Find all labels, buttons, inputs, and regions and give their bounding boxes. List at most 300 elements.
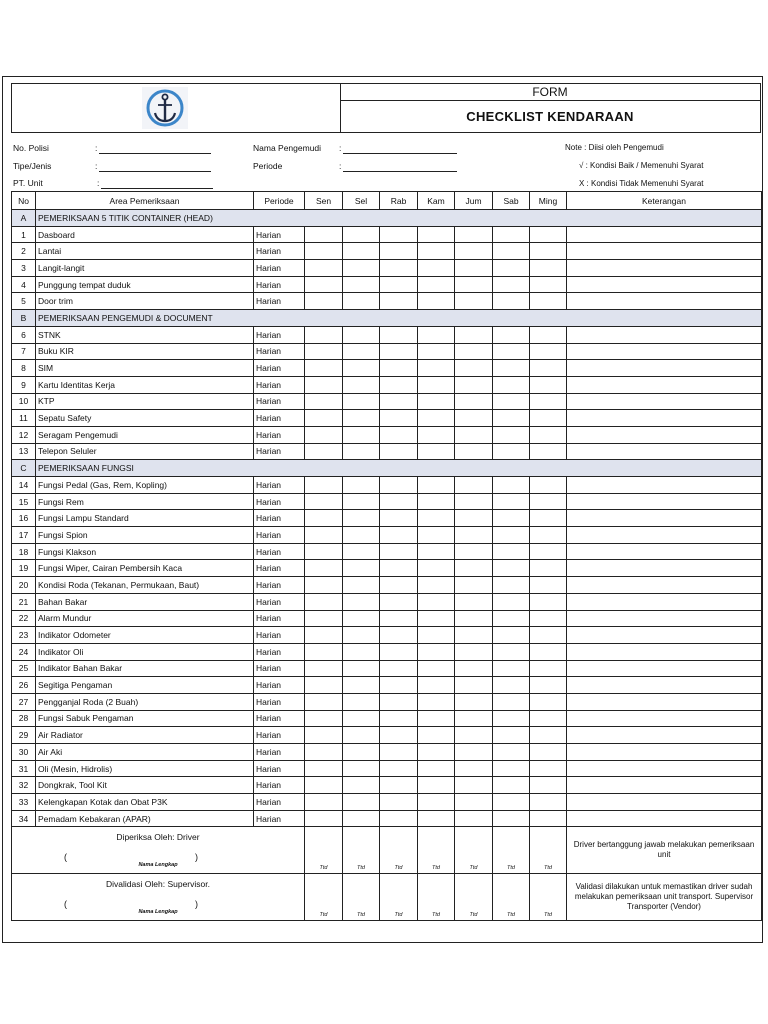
check-cell-kam[interactable] bbox=[418, 660, 455, 677]
check-cell-jum[interactable] bbox=[455, 260, 493, 277]
check-cell-sel[interactable] bbox=[343, 410, 380, 427]
check-cell-jum[interactable] bbox=[455, 477, 493, 494]
check-cell-sab[interactable] bbox=[493, 593, 530, 610]
check-cell-jum[interactable] bbox=[455, 510, 493, 527]
check-cell-kam[interactable] bbox=[418, 643, 455, 660]
check-cell-sab[interactable] bbox=[493, 727, 530, 744]
section-header-row bbox=[12, 310, 762, 327]
check-cell-sab[interactable] bbox=[493, 443, 530, 460]
keterangan-cell[interactable] bbox=[567, 810, 762, 827]
check-cell-sen[interactable] bbox=[305, 443, 343, 460]
keterangan-cell[interactable] bbox=[567, 693, 762, 710]
check-cell-rab[interactable] bbox=[380, 443, 418, 460]
check-cell-sen[interactable] bbox=[305, 593, 343, 610]
check-cell-sen[interactable] bbox=[305, 410, 343, 427]
check-cell-ming[interactable] bbox=[530, 260, 567, 277]
check-cell-sab[interactable] bbox=[493, 677, 530, 694]
supervisor-sign-cell[interactable] bbox=[12, 874, 305, 921]
check-cell-rab[interactable] bbox=[380, 660, 418, 677]
check-cell-jum[interactable] bbox=[455, 326, 493, 343]
check-cell-jum[interactable] bbox=[455, 794, 493, 811]
check-cell-jum[interactable] bbox=[455, 810, 493, 827]
check-cell-sen[interactable] bbox=[305, 477, 343, 494]
check-cell-kam[interactable] bbox=[418, 493, 455, 510]
check-cell-jum[interactable] bbox=[455, 360, 493, 377]
check-cell-sab[interactable] bbox=[493, 577, 530, 594]
ttd-cell[interactable]: Ttd bbox=[455, 874, 493, 921]
ttd-cell[interactable]: Ttd bbox=[343, 827, 380, 874]
check-cell-sel[interactable] bbox=[343, 260, 380, 277]
no-polisi-field[interactable] bbox=[99, 144, 211, 154]
check-cell-sen[interactable] bbox=[305, 343, 343, 360]
check-cell-kam[interactable] bbox=[418, 710, 455, 727]
check-cell-ming[interactable] bbox=[530, 226, 567, 243]
check-cell-sab[interactable] bbox=[493, 326, 530, 343]
keterangan-cell[interactable] bbox=[567, 276, 762, 293]
check-cell-sel[interactable] bbox=[343, 710, 380, 727]
check-cell-sen[interactable] bbox=[305, 777, 343, 794]
check-cell-rab[interactable] bbox=[380, 510, 418, 527]
check-cell-jum[interactable] bbox=[455, 343, 493, 360]
check-cell-sel[interactable] bbox=[343, 643, 380, 660]
check-cell-rab[interactable] bbox=[380, 426, 418, 443]
check-cell-ming[interactable] bbox=[530, 744, 567, 761]
ttd-cell[interactable]: Ttd bbox=[493, 827, 530, 874]
check-cell-sen[interactable] bbox=[305, 243, 343, 260]
check-cell-ming[interactable] bbox=[530, 777, 567, 794]
check-cell-sel[interactable] bbox=[343, 693, 380, 710]
keterangan-cell[interactable] bbox=[567, 677, 762, 694]
ttd-cell[interactable]: Ttd bbox=[418, 827, 455, 874]
check-cell-rab[interactable] bbox=[380, 493, 418, 510]
check-cell-rab[interactable] bbox=[380, 543, 418, 560]
check-cell-sel[interactable] bbox=[343, 627, 380, 644]
check-cell-rab[interactable] bbox=[380, 226, 418, 243]
check-cell-ming[interactable] bbox=[530, 660, 567, 677]
check-cell-rab[interactable] bbox=[380, 276, 418, 293]
keterangan-cell[interactable] bbox=[567, 477, 762, 494]
check-cell-sen[interactable] bbox=[305, 260, 343, 277]
check-cell-ming[interactable] bbox=[530, 493, 567, 510]
check-cell-kam[interactable] bbox=[418, 510, 455, 527]
check-cell-kam[interactable] bbox=[418, 326, 455, 343]
check-cell-kam[interactable] bbox=[418, 593, 455, 610]
ttd-cell[interactable]: Ttd bbox=[530, 874, 567, 921]
ttd-cell[interactable]: Ttd bbox=[380, 827, 418, 874]
check-cell-sab[interactable] bbox=[493, 493, 530, 510]
check-cell-sel[interactable] bbox=[343, 543, 380, 560]
item-periode: Harian bbox=[254, 777, 305, 794]
check-cell-rab[interactable] bbox=[380, 710, 418, 727]
item-area: Kartu Identitas Kerja bbox=[36, 376, 254, 393]
check-cell-sen[interactable] bbox=[305, 226, 343, 243]
check-cell-sen[interactable] bbox=[305, 610, 343, 627]
check-cell-kam[interactable] bbox=[418, 410, 455, 427]
ttd-cell[interactable]: Ttd bbox=[305, 874, 343, 921]
keterangan-cell[interactable] bbox=[567, 226, 762, 243]
keterangan-cell[interactable] bbox=[567, 376, 762, 393]
check-cell-jum[interactable] bbox=[455, 693, 493, 710]
check-cell-kam[interactable] bbox=[418, 376, 455, 393]
check-cell-jum[interactable] bbox=[455, 744, 493, 761]
check-cell-rab[interactable] bbox=[380, 627, 418, 644]
check-cell-sel[interactable] bbox=[343, 810, 380, 827]
keterangan-cell[interactable] bbox=[567, 777, 762, 794]
keterangan-cell[interactable] bbox=[567, 443, 762, 460]
check-cell-kam[interactable] bbox=[418, 477, 455, 494]
check-cell-rab[interactable] bbox=[380, 577, 418, 594]
keterangan-cell[interactable] bbox=[567, 493, 762, 510]
check-cell-sab[interactable] bbox=[493, 376, 530, 393]
check-cell-sel[interactable] bbox=[343, 560, 380, 577]
check-cell-rab[interactable] bbox=[380, 243, 418, 260]
check-cell-jum[interactable] bbox=[455, 643, 493, 660]
check-cell-sel[interactable] bbox=[343, 443, 380, 460]
check-cell-sel[interactable] bbox=[343, 326, 380, 343]
check-cell-sel[interactable] bbox=[343, 426, 380, 443]
ttd-cell[interactable]: Ttd bbox=[380, 874, 418, 921]
check-cell-ming[interactable] bbox=[530, 677, 567, 694]
periode-field[interactable] bbox=[343, 162, 457, 172]
check-cell-sen[interactable] bbox=[305, 760, 343, 777]
check-cell-rab[interactable] bbox=[380, 410, 418, 427]
check-cell-kam[interactable] bbox=[418, 260, 455, 277]
check-cell-ming[interactable] bbox=[530, 760, 567, 777]
check-cell-rab[interactable] bbox=[380, 560, 418, 577]
check-cell-kam[interactable] bbox=[418, 727, 455, 744]
keterangan-cell[interactable] bbox=[567, 577, 762, 594]
check-cell-sab[interactable] bbox=[493, 410, 530, 427]
keterangan-cell[interactable] bbox=[567, 744, 762, 761]
keterangan-cell[interactable] bbox=[567, 393, 762, 410]
check-cell-kam[interactable] bbox=[418, 693, 455, 710]
check-cell-rab[interactable] bbox=[380, 760, 418, 777]
keterangan-cell[interactable] bbox=[567, 426, 762, 443]
check-cell-kam[interactable] bbox=[418, 226, 455, 243]
check-cell-sab[interactable] bbox=[493, 293, 530, 310]
check-cell-kam[interactable] bbox=[418, 777, 455, 794]
check-cell-kam[interactable] bbox=[418, 627, 455, 644]
check-cell-sab[interactable] bbox=[493, 643, 530, 660]
check-cell-ming[interactable] bbox=[530, 376, 567, 393]
check-cell-ming[interactable] bbox=[530, 810, 567, 827]
check-cell-sen[interactable] bbox=[305, 794, 343, 811]
check-cell-kam[interactable] bbox=[418, 426, 455, 443]
keterangan-cell[interactable] bbox=[567, 610, 762, 627]
check-cell-jum[interactable] bbox=[455, 276, 493, 293]
check-cell-sab[interactable] bbox=[493, 560, 530, 577]
check-cell-sen[interactable] bbox=[305, 276, 343, 293]
check-cell-jum[interactable] bbox=[455, 243, 493, 260]
check-cell-kam[interactable] bbox=[418, 760, 455, 777]
check-cell-kam[interactable] bbox=[418, 343, 455, 360]
check-cell-sab[interactable] bbox=[493, 360, 530, 377]
check-cell-ming[interactable] bbox=[530, 343, 567, 360]
keterangan-cell[interactable] bbox=[567, 293, 762, 310]
check-cell-sel[interactable] bbox=[343, 593, 380, 610]
check-cell-jum[interactable] bbox=[455, 393, 493, 410]
check-cell-ming[interactable] bbox=[530, 243, 567, 260]
check-cell-sen[interactable] bbox=[305, 527, 343, 544]
check-cell-sab[interactable] bbox=[493, 510, 530, 527]
table-row bbox=[12, 693, 762, 710]
check-cell-sen[interactable] bbox=[305, 693, 343, 710]
check-cell-jum[interactable] bbox=[455, 543, 493, 560]
check-cell-sab[interactable] bbox=[493, 226, 530, 243]
check-cell-kam[interactable] bbox=[418, 610, 455, 627]
check-cell-ming[interactable] bbox=[530, 727, 567, 744]
check-cell-sel[interactable] bbox=[343, 293, 380, 310]
ttd-cell[interactable]: Ttd bbox=[343, 874, 380, 921]
check-cell-jum[interactable] bbox=[455, 610, 493, 627]
keterangan-cell[interactable] bbox=[567, 760, 762, 777]
check-cell-sel[interactable] bbox=[343, 577, 380, 594]
check-cell-kam[interactable] bbox=[418, 794, 455, 811]
check-cell-sab[interactable] bbox=[493, 794, 530, 811]
check-cell-jum[interactable] bbox=[455, 426, 493, 443]
check-cell-ming[interactable] bbox=[530, 276, 567, 293]
check-cell-jum[interactable] bbox=[455, 777, 493, 794]
keterangan-cell[interactable] bbox=[567, 343, 762, 360]
ttd-cell[interactable]: Ttd bbox=[418, 874, 455, 921]
check-cell-jum[interactable] bbox=[455, 293, 493, 310]
check-cell-ming[interactable] bbox=[530, 410, 567, 427]
check-cell-kam[interactable] bbox=[418, 677, 455, 694]
nama-pengemudi-field[interactable] bbox=[343, 144, 457, 154]
check-cell-rab[interactable] bbox=[380, 727, 418, 744]
check-cell-sab[interactable] bbox=[493, 393, 530, 410]
check-cell-kam[interactable] bbox=[418, 560, 455, 577]
check-cell-ming[interactable] bbox=[530, 560, 567, 577]
check-cell-sel[interactable] bbox=[343, 393, 380, 410]
check-cell-ming[interactable] bbox=[530, 693, 567, 710]
check-cell-rab[interactable] bbox=[380, 777, 418, 794]
check-cell-rab[interactable] bbox=[380, 693, 418, 710]
check-cell-kam[interactable] bbox=[418, 393, 455, 410]
item-area: Fungsi Sabuk Pengaman bbox=[36, 710, 254, 727]
keterangan-cell[interactable] bbox=[567, 543, 762, 560]
check-cell-sen[interactable] bbox=[305, 293, 343, 310]
check-cell-kam[interactable] bbox=[418, 810, 455, 827]
check-cell-sel[interactable] bbox=[343, 794, 380, 811]
check-cell-sel[interactable] bbox=[343, 760, 380, 777]
check-cell-sen[interactable] bbox=[305, 577, 343, 594]
check-cell-ming[interactable] bbox=[530, 477, 567, 494]
check-cell-sen[interactable] bbox=[305, 360, 343, 377]
check-cell-sen[interactable] bbox=[305, 660, 343, 677]
keterangan-cell[interactable] bbox=[567, 727, 762, 744]
keterangan-cell[interactable] bbox=[567, 794, 762, 811]
check-cell-sel[interactable] bbox=[343, 343, 380, 360]
check-cell-kam[interactable] bbox=[418, 577, 455, 594]
check-cell-jum[interactable] bbox=[455, 410, 493, 427]
check-cell-sen[interactable] bbox=[305, 810, 343, 827]
ttd-cell[interactable]: Ttd bbox=[455, 827, 493, 874]
check-cell-sen[interactable] bbox=[305, 510, 343, 527]
check-cell-sen[interactable] bbox=[305, 677, 343, 694]
check-cell-sen[interactable] bbox=[305, 727, 343, 744]
check-cell-kam[interactable] bbox=[418, 293, 455, 310]
keterangan-cell[interactable] bbox=[567, 627, 762, 644]
check-cell-jum[interactable] bbox=[455, 493, 493, 510]
check-cell-sab[interactable] bbox=[493, 610, 530, 627]
check-cell-sel[interactable] bbox=[343, 727, 380, 744]
check-cell-rab[interactable] bbox=[380, 260, 418, 277]
tipe-jenis-label: Tipe/Jenis bbox=[13, 161, 52, 171]
check-cell-sab[interactable] bbox=[493, 810, 530, 827]
check-cell-sel[interactable] bbox=[343, 243, 380, 260]
check-cell-jum[interactable] bbox=[455, 660, 493, 677]
check-cell-sel[interactable] bbox=[343, 510, 380, 527]
check-cell-rab[interactable] bbox=[380, 293, 418, 310]
check-cell-sab[interactable] bbox=[493, 660, 530, 677]
check-cell-sab[interactable] bbox=[493, 426, 530, 443]
check-cell-sab[interactable] bbox=[493, 693, 530, 710]
check-cell-sel[interactable] bbox=[343, 660, 380, 677]
check-cell-rab[interactable] bbox=[380, 744, 418, 761]
check-cell-sen[interactable] bbox=[305, 744, 343, 761]
check-cell-kam[interactable] bbox=[418, 744, 455, 761]
check-cell-ming[interactable] bbox=[530, 794, 567, 811]
keterangan-cell[interactable] bbox=[567, 410, 762, 427]
check-cell-jum[interactable] bbox=[455, 527, 493, 544]
check-cell-rab[interactable] bbox=[380, 610, 418, 627]
check-cell-ming[interactable] bbox=[530, 326, 567, 343]
check-cell-rab[interactable] bbox=[380, 527, 418, 544]
check-cell-rab[interactable] bbox=[380, 794, 418, 811]
check-cell-rab[interactable] bbox=[380, 477, 418, 494]
keterangan-cell[interactable] bbox=[567, 360, 762, 377]
check-cell-kam[interactable] bbox=[418, 243, 455, 260]
check-cell-sab[interactable] bbox=[493, 527, 530, 544]
check-cell-sen[interactable] bbox=[305, 560, 343, 577]
keterangan-cell[interactable] bbox=[567, 660, 762, 677]
check-cell-jum[interactable] bbox=[455, 226, 493, 243]
check-cell-jum[interactable] bbox=[455, 710, 493, 727]
check-cell-sab[interactable] bbox=[493, 477, 530, 494]
check-cell-ming[interactable] bbox=[530, 510, 567, 527]
keterangan-cell[interactable] bbox=[567, 243, 762, 260]
keterangan-cell[interactable] bbox=[567, 643, 762, 660]
check-cell-sel[interactable] bbox=[343, 610, 380, 627]
check-cell-jum[interactable] bbox=[455, 577, 493, 594]
tipe-jenis-field[interactable] bbox=[99, 162, 211, 172]
check-cell-sab[interactable] bbox=[493, 276, 530, 293]
ttd-cell[interactable]: Ttd bbox=[305, 827, 343, 874]
check-cell-sab[interactable] bbox=[493, 243, 530, 260]
check-cell-kam[interactable] bbox=[418, 360, 455, 377]
check-cell-sel[interactable] bbox=[343, 677, 380, 694]
check-cell-ming[interactable] bbox=[530, 643, 567, 660]
check-cell-jum[interactable] bbox=[455, 443, 493, 460]
check-cell-jum[interactable] bbox=[455, 677, 493, 694]
check-cell-ming[interactable] bbox=[530, 426, 567, 443]
check-cell-sen[interactable] bbox=[305, 710, 343, 727]
check-cell-jum[interactable] bbox=[455, 593, 493, 610]
check-cell-sel[interactable] bbox=[343, 477, 380, 494]
check-cell-ming[interactable] bbox=[530, 527, 567, 544]
check-cell-ming[interactable] bbox=[530, 627, 567, 644]
keterangan-cell[interactable] bbox=[567, 527, 762, 544]
check-cell-rab[interactable] bbox=[380, 593, 418, 610]
check-cell-jum[interactable] bbox=[455, 376, 493, 393]
check-cell-sen[interactable] bbox=[305, 376, 343, 393]
check-cell-sen[interactable] bbox=[305, 393, 343, 410]
check-cell-sel[interactable] bbox=[343, 493, 380, 510]
check-cell-ming[interactable] bbox=[530, 443, 567, 460]
keterangan-cell[interactable] bbox=[567, 593, 762, 610]
ttd-cell[interactable]: Ttd bbox=[530, 827, 567, 874]
check-cell-sab[interactable] bbox=[493, 777, 530, 794]
check-cell-jum[interactable] bbox=[455, 627, 493, 644]
check-cell-kam[interactable] bbox=[418, 443, 455, 460]
check-cell-sel[interactable] bbox=[343, 744, 380, 761]
check-cell-sen[interactable] bbox=[305, 627, 343, 644]
check-cell-ming[interactable] bbox=[530, 577, 567, 594]
pt-unit-label: PT. Unit bbox=[13, 178, 43, 188]
check-cell-jum[interactable] bbox=[455, 760, 493, 777]
ttd-cell[interactable]: Ttd bbox=[493, 874, 530, 921]
pt-unit-field[interactable] bbox=[101, 179, 213, 189]
keterangan-cell[interactable] bbox=[567, 710, 762, 727]
check-cell-sen[interactable] bbox=[305, 326, 343, 343]
check-cell-rab[interactable] bbox=[380, 343, 418, 360]
check-cell-sel[interactable] bbox=[343, 226, 380, 243]
check-cell-sab[interactable] bbox=[493, 744, 530, 761]
check-cell-sel[interactable] bbox=[343, 527, 380, 544]
check-cell-rab[interactable] bbox=[380, 360, 418, 377]
check-cell-ming[interactable] bbox=[530, 593, 567, 610]
check-cell-kam[interactable] bbox=[418, 543, 455, 560]
check-cell-jum[interactable] bbox=[455, 560, 493, 577]
check-cell-sel[interactable] bbox=[343, 360, 380, 377]
check-cell-sen[interactable] bbox=[305, 643, 343, 660]
check-cell-kam[interactable] bbox=[418, 276, 455, 293]
check-cell-sen[interactable] bbox=[305, 543, 343, 560]
check-cell-ming[interactable] bbox=[530, 293, 567, 310]
check-cell-sab[interactable] bbox=[493, 710, 530, 727]
check-cell-sab[interactable] bbox=[493, 627, 530, 644]
check-cell-sab[interactable] bbox=[493, 543, 530, 560]
check-cell-sab[interactable] bbox=[493, 343, 530, 360]
check-cell-rab[interactable] bbox=[380, 393, 418, 410]
keterangan-cell[interactable] bbox=[567, 510, 762, 527]
check-cell-sab[interactable] bbox=[493, 260, 530, 277]
check-cell-sab[interactable] bbox=[493, 760, 530, 777]
check-cell-sen[interactable] bbox=[305, 426, 343, 443]
driver-sign-cell[interactable] bbox=[12, 827, 305, 874]
check-cell-rab[interactable] bbox=[380, 810, 418, 827]
check-cell-sel[interactable] bbox=[343, 276, 380, 293]
check-cell-sel[interactable] bbox=[343, 376, 380, 393]
check-cell-ming[interactable] bbox=[530, 360, 567, 377]
check-cell-sen[interactable] bbox=[305, 493, 343, 510]
check-cell-ming[interactable] bbox=[530, 393, 567, 410]
check-cell-rab[interactable] bbox=[380, 326, 418, 343]
check-cell-ming[interactable] bbox=[530, 610, 567, 627]
check-cell-ming[interactable] bbox=[530, 710, 567, 727]
check-cell-rab[interactable] bbox=[380, 677, 418, 694]
check-cell-kam[interactable] bbox=[418, 527, 455, 544]
keterangan-cell[interactable] bbox=[567, 326, 762, 343]
keterangan-cell[interactable] bbox=[567, 260, 762, 277]
keterangan-cell[interactable] bbox=[567, 560, 762, 577]
check-cell-ming[interactable] bbox=[530, 543, 567, 560]
check-cell-rab[interactable] bbox=[380, 643, 418, 660]
check-cell-sel[interactable] bbox=[343, 777, 380, 794]
check-cell-jum[interactable] bbox=[455, 727, 493, 744]
check-cell-rab[interactable] bbox=[380, 376, 418, 393]
